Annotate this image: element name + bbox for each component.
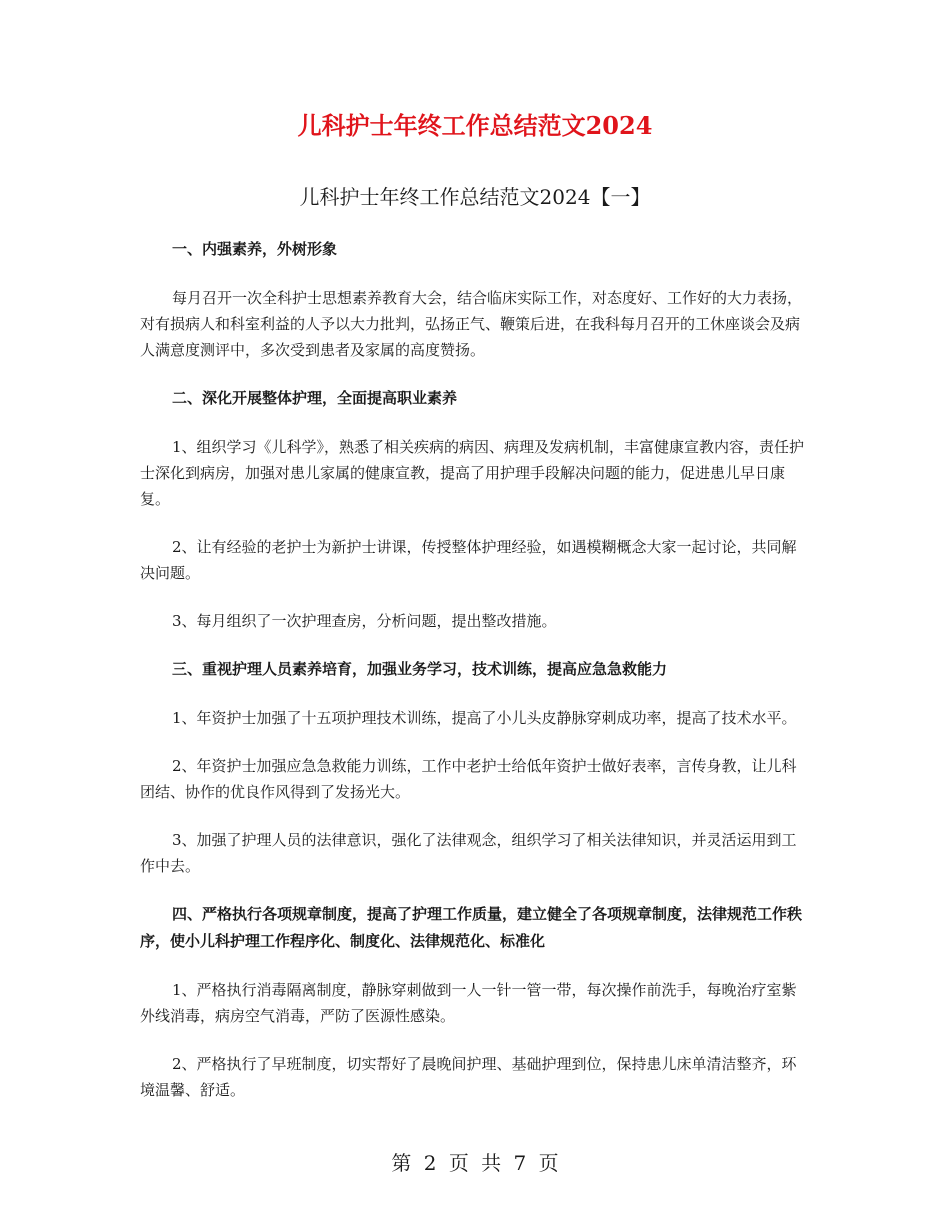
- body-paragraph: 2、严格执行了早班制度，切实帮好了晨晚间护理、基础护理到位，保持患儿床单清洁整齐，环境温馨、舒适。: [140, 1055, 797, 1099]
- document-body: [140, 236, 810, 1125]
- page-number-footer: 第 2 页 共 7 页: [391, 1151, 559, 1175]
- body-paragraph: 每月召开一次全科护士思想素养教育大会，结合临床实际工作，对态度好、工作好的大力表扬，对有损病人和科室利益的人予以大力批判，弘扬正气、鞭策后进，在我科每月召开的工休座谈会及病人满意度测评中，多次受到患者及家属的高度赞扬。: [140, 289, 803, 359]
- body-paragraph: 1、年资护士加强了十五项护理技术训练，提高了小儿头皮静脉穿刺成功率，提高了技术水平。: [172, 709, 797, 727]
- body-paragraph: 3、每月组织了一次护理查房，分析问题，提出整改措施。: [172, 612, 557, 630]
- section-title: 儿科护士年终工作总结范文2024【一】: [299, 185, 651, 209]
- document-title: 儿科护士年终工作总结范文2024: [297, 111, 653, 140]
- section-heading: 三、重视护理人员素养培育，加强业务学习，技术训练，提高应急急救能力: [172, 660, 668, 678]
- body-paragraph: 1、严格执行消毒隔离制度，静脉穿刺做到一人一针一管一带，每次操作前洗手，每晚治疗室紫外线消毒，病房空气消毒，严防了医源性感染。: [140, 981, 797, 1025]
- body-paragraph: 3、加强了护理人员的法律意识，强化了法律观念，组织学习了相关法律知识，并灵活运用到工作中去。: [140, 831, 797, 875]
- section-heading: 二、深化开展整体护理，全面提高职业素养: [172, 389, 458, 407]
- body-paragraph: 1、组织学习《儿科学》，熟悉了相关疾病的病因、病理及发病机制，丰富健康宣教内容，责任护士深化到病房，加强对患儿家属的健康宣教，提高了用护理手段解决问题的能力，促进患儿早日康复。: [140, 438, 805, 508]
- body-paragraph: 2、年资护士加强应急急救能力训练，工作中老护士给低年资护士做好表率，言传身教，让儿科团结、协作的优良作风得到了发扬光大。: [140, 757, 797, 801]
- body-paragraph: 2、让有经验的老护士为新护士讲课，传授整体护理经验，如遇模糊概念大家一起讨论，共同解决问题。: [140, 538, 797, 582]
- section-heading: 四、严格执行各项规章制度，提高了护理工作质量，建立健全了各项规章制度，法律规范工作秩序，使小儿科护理工作程序化、制度化、法律规范化、标准化: [140, 905, 803, 950]
- section-heading: 一、内强素养，外树形象: [172, 240, 338, 258]
